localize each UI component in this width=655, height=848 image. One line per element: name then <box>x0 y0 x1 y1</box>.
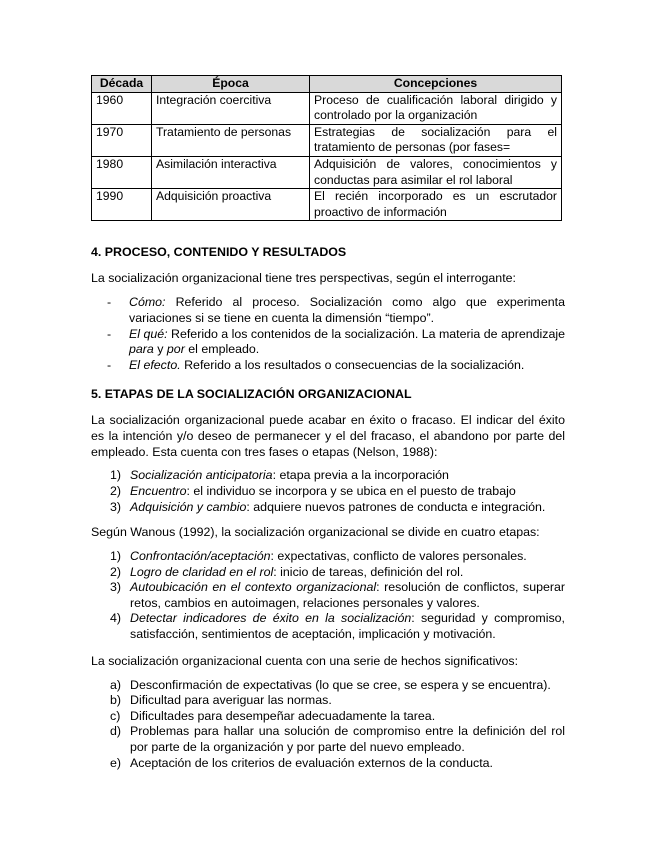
section-5-paragraph-1: La socialización organizacional puede acabar en éxito o fracaso. El indicar del éxito es la intención y/o deseo de permanecer y el del fracaso, el abandono por parte del empleado. Esta cuenta con tres fases o etapas (Nelson, 1988): <box>91 413 565 460</box>
nelson-stages-list <box>91 468 565 515</box>
cell-concept: Adquisición de valores, conocimientos y conductas para asimilar el rol laboral <box>310 156 562 188</box>
item-text: : resolución de conflictos, superar retos, cambios en autoimagen, relaciones personales y valores. <box>130 580 566 610</box>
item-text: el empleado. <box>184 342 260 357</box>
item-text: : el individuo se incorpora y se ubica en el puesto de trabajo <box>186 483 516 498</box>
item-text: : inicio de tareas, definición del rol. <box>273 564 464 579</box>
item-text: Desconfirmación de expectativas (lo que se cree, se espera y se encuentra). <box>130 677 551 692</box>
cell-decade: 1980 <box>92 156 152 188</box>
list-marker: e) <box>110 755 122 770</box>
list-item <box>91 611 565 642</box>
item-term: Confrontación/aceptación <box>130 549 271 564</box>
item-text: : seguridad y compromiso, satisfacción, sentimientos de aceptación, implicación y motivación. <box>130 611 566 642</box>
table-row <box>92 124 562 156</box>
list-item <box>91 468 565 484</box>
table-row <box>92 92 562 124</box>
list-item <box>91 580 565 611</box>
list-marker: - <box>107 295 112 310</box>
section-5-heading: 5. ETAPAS DE LA SOCIALIZACIÓN ORGANIZACIONAL <box>91 387 412 402</box>
cell-decade: 1960 <box>92 92 152 124</box>
item-text: Referido a los resultados o consecuencias de la socialización. <box>180 357 525 372</box>
item-text: : etapa previa a la incorporación <box>272 468 449 483</box>
cell-epoch: Tratamiento de personas <box>152 124 310 156</box>
item-text: Dificultad para averiguar las normas. <box>130 693 332 708</box>
cell-concept: Estrategias de socialización para el tratamiento de personas (por fases= <box>310 124 562 156</box>
list-marker: 3) <box>110 580 122 595</box>
section-4-intro: La socialización organizacional tiene tres perspectivas, según el interrogante: <box>91 271 516 286</box>
list-marker: - <box>107 357 112 372</box>
list-item <box>91 678 565 694</box>
item-text: Aceptación de los criterios de evaluación externos de la conducta. <box>130 755 493 770</box>
list-item <box>91 549 565 565</box>
list-item <box>91 709 565 725</box>
document-page <box>91 75 565 771</box>
item-text: Problemas para hallar una solución de compromiso entre la definición del rol por parte de la organización y por parte del nuevo empleado. <box>130 724 565 755</box>
list-item <box>91 565 565 581</box>
list-marker: 2) <box>110 483 122 498</box>
list-item <box>91 500 565 516</box>
list-item <box>91 295 565 326</box>
item-term: Adquisición y cambio <box>130 499 247 514</box>
item-term: El efecto. <box>129 357 181 372</box>
item-term: El qué: <box>129 326 168 341</box>
section-5-paragraph-3: La socialización organizacional cuenta con una serie de hechos significativos: <box>91 653 519 668</box>
section-5-paragraph-2: Según Wanous (1992), la socialización organizacional se divide en cuatro etapas: <box>91 525 540 540</box>
table-row <box>92 156 562 188</box>
significant-facts-list <box>91 678 565 772</box>
item-term: Logro de claridad en el rol <box>130 564 274 579</box>
perspectives-list <box>91 295 565 373</box>
list-marker: - <box>107 326 112 341</box>
cell-epoch: Adquisición proactiva <box>152 189 310 221</box>
item-emphasis: para <box>129 342 154 357</box>
list-item <box>91 327 565 358</box>
section-4-heading: 4. PROCESO, CONTENIDO Y RESULTADOS <box>91 245 347 260</box>
cell-epoch: Asimilación interactiva <box>152 156 310 188</box>
item-text: : expectativas, conflicto de valores personales. <box>270 549 527 564</box>
list-marker: c) <box>110 708 121 723</box>
header-concepts: Concepciones <box>310 76 562 93</box>
list-marker: 1) <box>110 468 122 483</box>
list-item <box>91 358 565 374</box>
list-item <box>91 724 565 755</box>
item-emphasis: por <box>166 342 185 357</box>
epochs-table <box>91 75 562 221</box>
item-term: Autoubicación en el contexto organizacional <box>130 580 377 595</box>
list-marker: a) <box>110 677 122 692</box>
cell-epoch: Integración coercitiva <box>152 92 310 124</box>
item-text: y <box>153 342 167 357</box>
item-term: Cómo: <box>129 295 166 310</box>
item-term: Encuentro <box>130 483 187 498</box>
cell-decade: 1990 <box>92 189 152 221</box>
item-text: Dificultades para desempeñar adecuadamente la tarea. <box>130 708 436 723</box>
list-marker: d) <box>110 724 122 739</box>
list-item <box>91 756 565 772</box>
cell-concept: Proceso de cualificación laboral dirigido y controlado por la organización <box>310 92 562 124</box>
item-text: Referido al proceso. Socialización como algo que experimenta variaciones si se tiene en cuenta la dimensión “tiempo”. <box>129 295 565 325</box>
list-item <box>91 693 565 709</box>
list-marker: b) <box>110 693 122 708</box>
item-term: Socialización anticipatoria <box>130 468 273 483</box>
header-epoch: Época <box>152 76 310 93</box>
list-marker: 4) <box>110 611 122 626</box>
item-term: Detectar indicadores de éxito en la socialización <box>130 611 412 626</box>
table-header-row <box>92 76 562 93</box>
header-decade: Década <box>92 76 152 93</box>
item-text: : adquiere nuevos patrones de conducta e integración. <box>246 499 546 514</box>
wanous-stages-list <box>91 549 565 643</box>
cell-decade: 1970 <box>92 124 152 156</box>
list-marker: 1) <box>110 549 122 564</box>
list-marker: 2) <box>110 564 122 579</box>
item-text: Referido a los contenidos de la socialización. La materia de aprendizaje <box>167 326 566 341</box>
list-item <box>91 484 565 500</box>
cell-concept: El recién incorporado es un escrutador proactivo de información <box>310 189 562 221</box>
list-marker: 3) <box>110 499 122 514</box>
table-row <box>92 189 562 221</box>
